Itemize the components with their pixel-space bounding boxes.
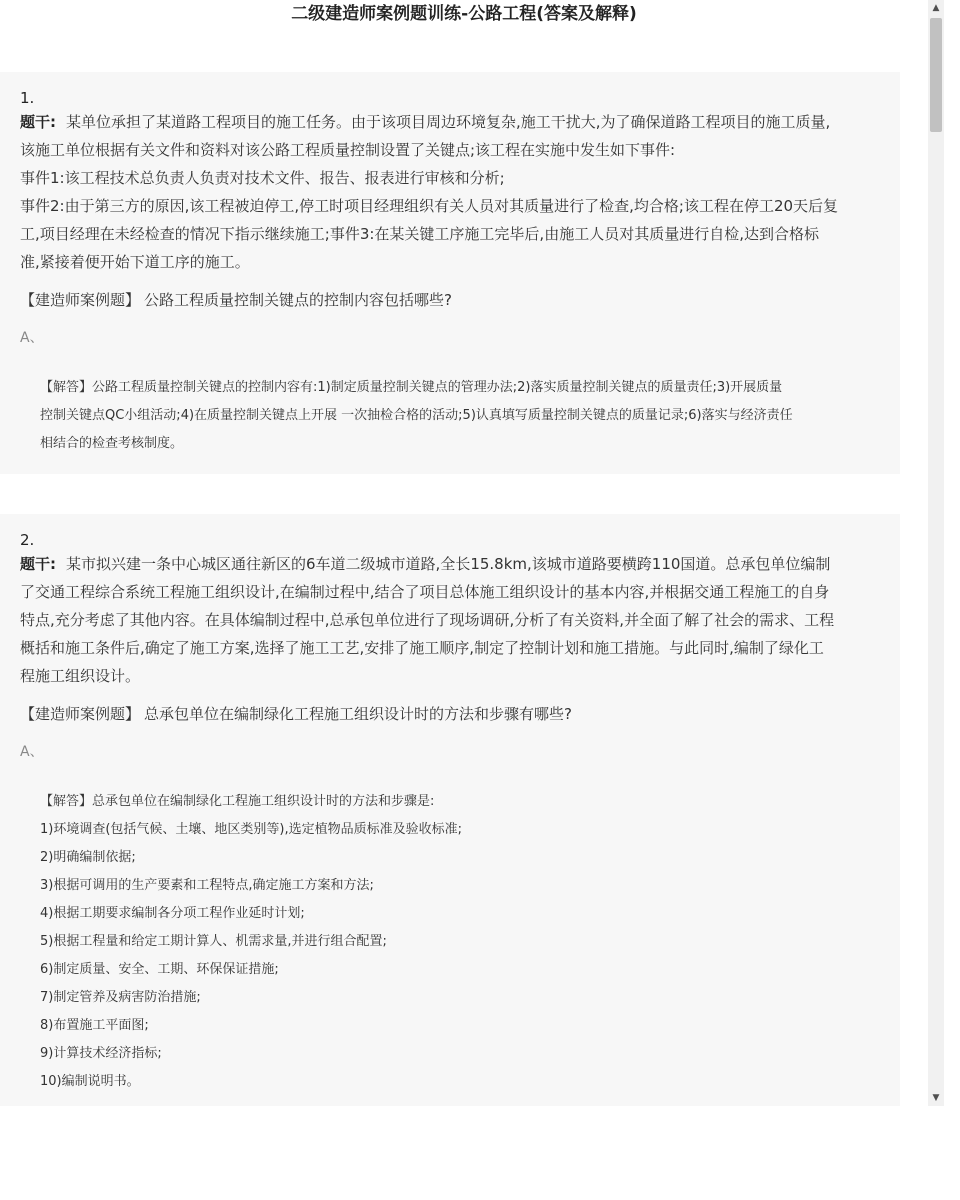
explain-line: 7)制定管养及病害防治措施; [40,990,201,1005]
stem-line: 工,项目经理在未经检查的情况下指示继续施工;事件3:在某关键工序施工完毕后,由施工人员对其质量进行自检,达到合格标 [20,225,819,243]
scrollbar-thumb[interactable] [930,18,942,132]
question-number: 2. [20,531,35,549]
explain-line: 4)根据工期要求编制各分项工程作业延时计划; [40,906,305,921]
explain-line: 9)计算技术经济指标; [40,1046,162,1061]
stem-label: 题干: [20,555,56,573]
ask-tag: 【建造师案例题】 [20,291,141,309]
explain-line: 5)根据工程量和给定工期计算人、机需求量,并进行组合配置; [40,934,387,949]
ask-text: 公路工程质量控制关键点的控制内容包括哪些? [144,291,452,309]
vertical-scrollbar[interactable] [928,0,944,1106]
scroll-down-arrow-icon[interactable]: ▼ [932,1093,940,1103]
explain-line: 1)环境调查(包括气候、土壤、地区类别等),选定植物品质标准及验收标准; [40,822,462,837]
stem-line: 准,紧接着便开始下道工序的施工。 [20,253,250,271]
stem-label: 题干: [20,113,56,131]
answer-explanation [20,374,886,458]
explain-line: 8)布置施工平面图; [40,1018,149,1033]
stem-line: 事件2:由于第三方的原因,该工程被迫停工,停工时项目经理组织有关人员对其质量进行了检查,均合格;该工程在停工20天后复 [20,197,839,215]
answer-option[interactable]: A、 [20,330,44,346]
answer-option[interactable]: A、 [20,744,44,760]
scroll-up-arrow-icon[interactable]: ▲ [932,3,940,13]
question-ask [20,290,886,310]
explain-line: 【解答】总承包单位在编制绿化工程施工组织设计时的方法和步骤是: [40,794,435,809]
explain-line: 3)根据可调用的生产要素和工程特点,确定施工方案和方法; [40,878,374,893]
stem-line: 某市拟兴建一条中心城区通往新区的6车道二级城市道路,全长15.8km,该城市道路要横跨110国道。总承包单位编制 [66,555,831,573]
explain-line: 相结合的检查考核制度。 [40,436,184,451]
page-title: 二级建造师案例题训练-公路工程(答案及解释) [291,4,637,24]
stem-line: 事件1:该工程技术总负责人负责对技术文件、报告、报表进行审核和分析; [20,169,505,187]
question-stem [20,108,886,276]
explain-line: 10)编制说明书。 [40,1074,140,1089]
explain-line: 6)制定质量、安全、工期、环保保证措施; [40,962,279,977]
question-card-2 [0,514,900,1106]
stem-line: 该施工单位根据有关文件和资料对该公路工程质量控制设置了关键点;该工程在实施中发生如下事件: [20,141,676,159]
explain-line: 【解答】公路工程质量控制关键点的控制内容有:1)制定质量控制关键点的管理办法;2)落实质量控制关键点的质量责任;3)开展质量 [40,380,783,395]
answer-explanation [20,788,886,1096]
question-ask [20,704,886,724]
ask-text: 总承包单位在编制绿化工程施工组织设计时的方法和步骤有哪些? [144,705,572,723]
explain-line: 控制关键点QC小组活动;4)在质量控制关键点上开展 一次抽检合格的活动;5)认真填写质量控制关键点的质量记录;6)落实与经济责任 [40,408,793,423]
question-number: 1. [20,89,35,107]
stem-line: 某单位承担了某道路工程项目的施工任务。由于该项目周边环境复杂,施工干扰大,为了确保道路工程项目的施工质量, [66,113,831,131]
stem-line: 概括和施工条件后,确定了施工方案,选择了施工工艺,安排了施工顺序,制定了控制计划和施工措施。与此同时,编制了绿化工 [20,639,824,657]
question-stem [20,550,886,690]
explain-line: 2)明确编制依据; [40,850,136,865]
stem-line: 了交通工程综合系统工程施工组织设计,在编制过程中,结合了项目总体施工组织设计的基本内容,并根据交通工程施工的自身 [20,583,830,601]
stem-line: 程施工组织设计。 [20,667,141,685]
question-card-1 [0,72,900,474]
ask-tag: 【建造师案例题】 [20,705,141,723]
stem-line: 特点,充分考虑了其他内容。在具体编制过程中,总承包单位进行了现场调研,分析了有关资料,并全面了解了社会的需求、工程 [20,611,835,629]
